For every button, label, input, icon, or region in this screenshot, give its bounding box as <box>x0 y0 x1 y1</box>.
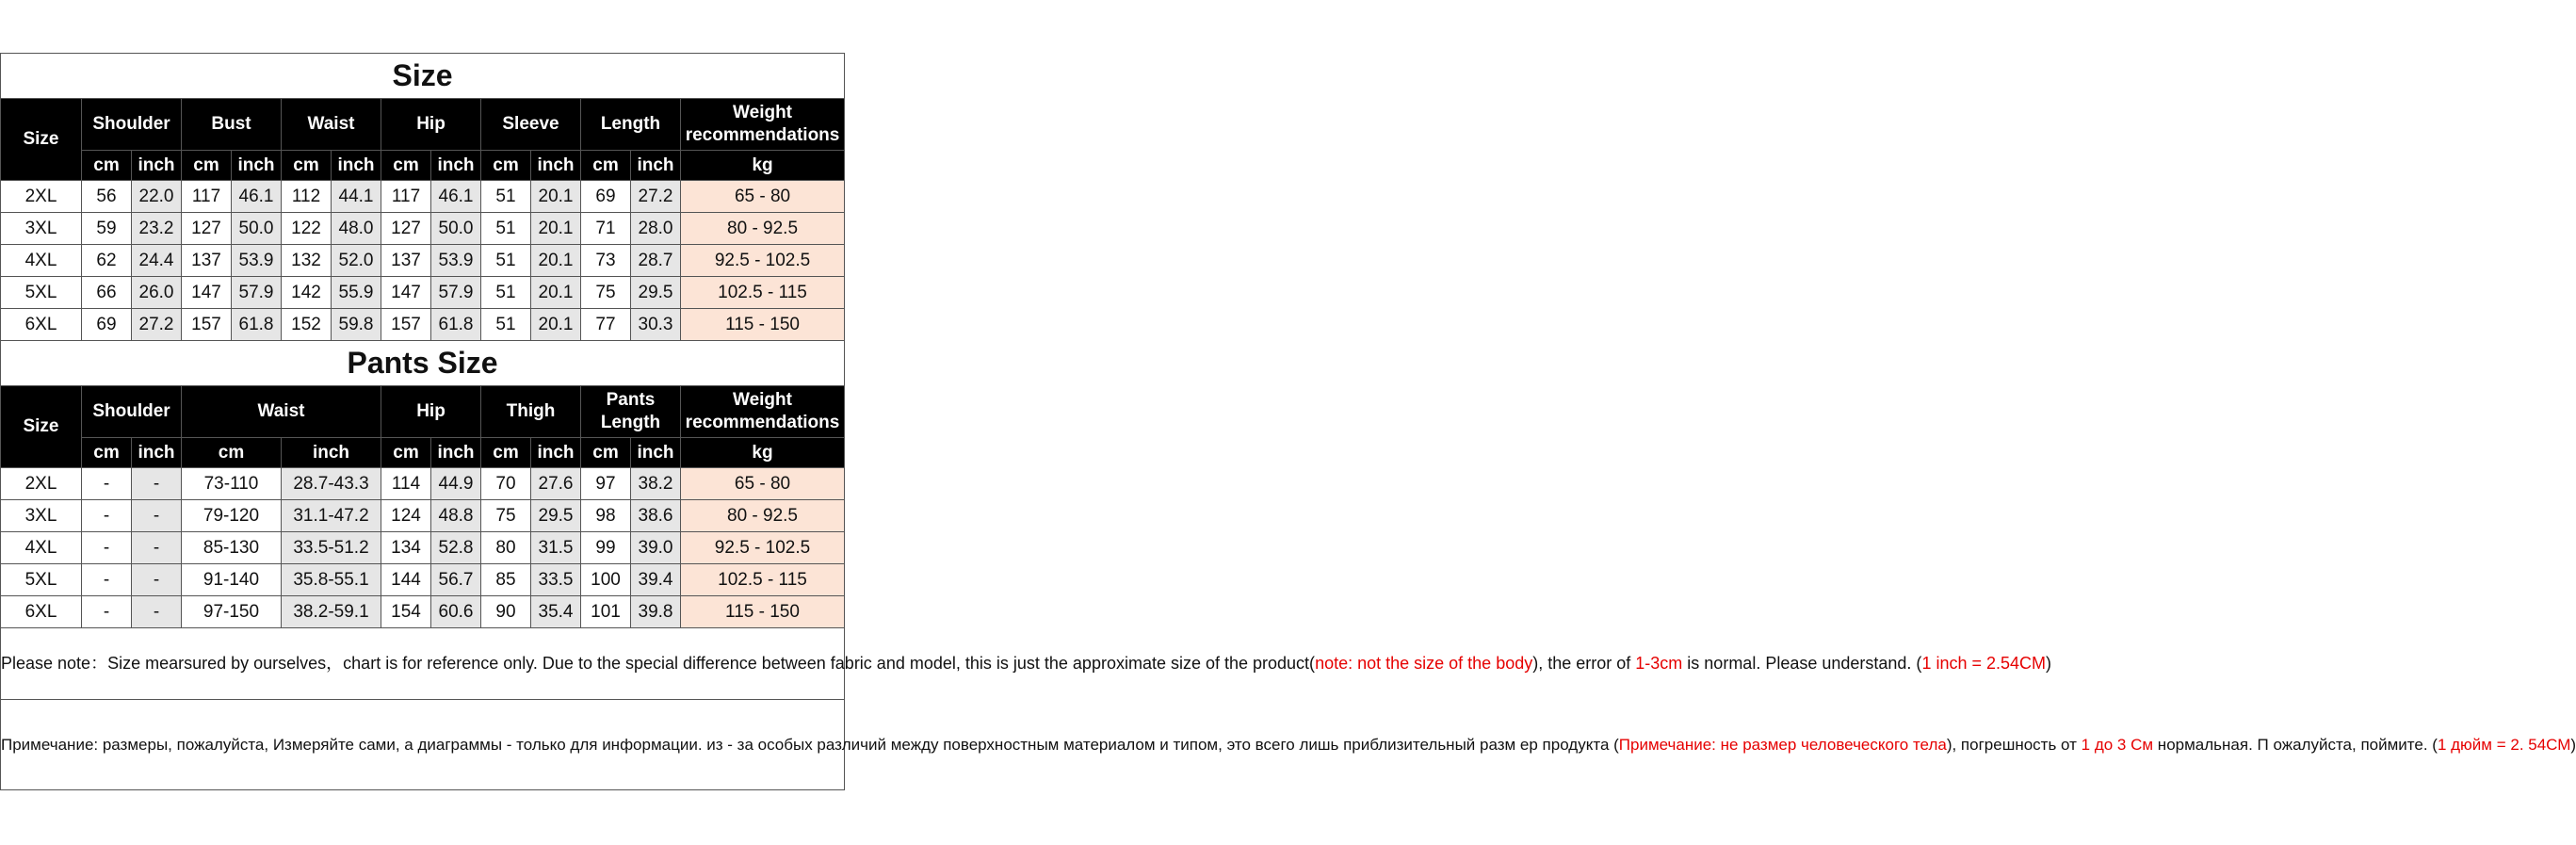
pants-inch-cell: 29.5 <box>531 500 581 532</box>
pants-cm-cell: 97 <box>581 468 631 500</box>
cm-cell: 147 <box>182 277 232 309</box>
pants-unit-header-inch: inch <box>631 438 681 468</box>
weight-cell: 115 - 150 <box>681 309 845 341</box>
size-table-title: Size <box>1 54 845 99</box>
note-english <box>1 628 2052 700</box>
pants-inch-cell: - <box>132 468 182 500</box>
pants-cm-cell: 90 <box>481 596 531 628</box>
note-russian <box>1 700 2576 790</box>
inch-cell: 59.8 <box>332 309 381 341</box>
unit-header-inch: inch <box>431 151 481 181</box>
inch-cell: 50.0 <box>431 213 481 245</box>
size-row <box>1 213 845 245</box>
pants-cm-cell: 100 <box>581 564 631 596</box>
inch-cell: 55.9 <box>332 277 381 309</box>
pants-unit-header-inch: inch <box>431 438 481 468</box>
pants-inch-cell: 48.8 <box>431 500 481 532</box>
note-en-red2: 1-3cm <box>1635 654 1683 673</box>
cm-cell: 51 <box>481 181 531 213</box>
pants-cm-cell: 124 <box>381 500 431 532</box>
cm-cell: 122 <box>282 213 332 245</box>
hip-header: Hip <box>381 99 481 151</box>
sleeve-header: Sleeve <box>481 99 581 151</box>
weight-unit-header: kg <box>681 151 845 181</box>
pants-cm-cell: 98 <box>581 500 631 532</box>
pants-cm-cell: - <box>82 532 132 564</box>
size-label: 3XL <box>1 213 82 245</box>
pants-weight-cell: 65 - 80 <box>681 468 845 500</box>
pants-cm-cell: - <box>82 564 132 596</box>
pants-inch-cell: 31.5 <box>531 532 581 564</box>
pants-length-line1: Pants <box>606 390 656 410</box>
size-label: 6XL <box>1 309 82 341</box>
inch-cell: 46.1 <box>431 181 481 213</box>
pants-cm-cell: 114 <box>381 468 431 500</box>
size-chart-table <box>0 53 845 341</box>
pants-weight-unit-header: kg <box>681 438 845 468</box>
note-ru-red2: 1 до 3 См <box>2081 736 2154 754</box>
inch-cell: 20.1 <box>531 277 581 309</box>
pants-size-column-header: Size <box>1 386 82 468</box>
pants-size-row <box>1 532 845 564</box>
pants-weight-cell: 115 - 150 <box>681 596 845 628</box>
pants-inch-cell: 44.9 <box>431 468 481 500</box>
pants-weight-line2: recommendations <box>685 413 840 432</box>
inch-cell: 20.1 <box>531 181 581 213</box>
inch-cell: 57.9 <box>431 277 481 309</box>
inch-cell: 26.0 <box>132 277 182 309</box>
cm-cell: 132 <box>282 245 332 277</box>
inch-cell: 48.0 <box>332 213 381 245</box>
pants-length-line2: Length <box>600 413 661 432</box>
cm-cell: 142 <box>282 277 332 309</box>
cm-cell: 157 <box>182 309 232 341</box>
cm-cell: 157 <box>381 309 431 341</box>
pants-size-label: 4XL <box>1 532 82 564</box>
pants-cm-cell: 79-120 <box>182 500 282 532</box>
pants-chart-body <box>1 341 845 628</box>
inch-cell: 27.2 <box>132 309 182 341</box>
pants-size-label: 3XL <box>1 500 82 532</box>
cm-cell: 51 <box>481 309 531 341</box>
cm-cell: 75 <box>581 277 631 309</box>
pants-cm-cell: 134 <box>381 532 431 564</box>
pants-cm-cell: 99 <box>581 532 631 564</box>
cm-cell: 71 <box>581 213 631 245</box>
length-header: Length <box>581 99 681 151</box>
inch-cell: 28.7 <box>631 245 681 277</box>
size-label: 4XL <box>1 245 82 277</box>
inch-cell: 44.1 <box>332 181 381 213</box>
pants-table-title: Pants Size <box>1 341 845 386</box>
pants-size-row <box>1 596 845 628</box>
pants-inch-cell: 35.4 <box>531 596 581 628</box>
weight-cell: 102.5 - 115 <box>681 277 845 309</box>
pants-cm-cell: 70 <box>481 468 531 500</box>
pants-waist-header: Waist <box>182 386 381 438</box>
pants-inch-cell: 33.5 <box>531 564 581 596</box>
cm-cell: 51 <box>481 213 531 245</box>
unit-header-cm: cm <box>581 151 631 181</box>
pants-inch-cell: 31.1-47.2 <box>282 500 381 532</box>
size-column-header: Size <box>1 99 82 181</box>
note-ru-part4: ) <box>2570 736 2576 754</box>
pants-chart-table <box>0 341 2576 790</box>
pants-cm-cell: 85 <box>481 564 531 596</box>
cm-cell: 73 <box>581 245 631 277</box>
weight-cell: 80 - 92.5 <box>681 213 845 245</box>
inch-cell: 53.9 <box>232 245 282 277</box>
pants-unit-header-inch: inch <box>132 438 182 468</box>
unit-header-cm: cm <box>182 151 232 181</box>
cm-cell: 62 <box>82 245 132 277</box>
pants-cm-cell: 80 <box>481 532 531 564</box>
inch-cell: 50.0 <box>232 213 282 245</box>
unit-header-cm: cm <box>282 151 332 181</box>
shoulder-header: Shoulder <box>82 99 182 151</box>
pants-inch-cell: 38.2 <box>631 468 681 500</box>
size-row <box>1 245 845 277</box>
pants-cm-cell: - <box>82 596 132 628</box>
cm-cell: 51 <box>481 277 531 309</box>
cm-cell: 66 <box>82 277 132 309</box>
weight-header-line1: Weight <box>733 103 793 122</box>
pants-inch-cell: 27.6 <box>531 468 581 500</box>
pants-inch-cell: 38.2-59.1 <box>282 596 381 628</box>
pants-inch-cell: 35.8-55.1 <box>282 564 381 596</box>
pants-weight-line1: Weight <box>733 390 792 410</box>
inch-cell: 20.1 <box>531 245 581 277</box>
pants-unit-header-cm: cm <box>581 438 631 468</box>
cm-cell: 127 <box>182 213 232 245</box>
pants-cm-cell: - <box>82 468 132 500</box>
unit-header-cm: cm <box>481 151 531 181</box>
pants-cm-cell: 154 <box>381 596 431 628</box>
inch-cell: 46.1 <box>232 181 282 213</box>
pants-size-label: 6XL <box>1 596 82 628</box>
pants-inch-cell: 39.8 <box>631 596 681 628</box>
cm-cell: 59 <box>82 213 132 245</box>
pants-hip-header: Hip <box>381 386 481 438</box>
pants-inch-cell: 52.8 <box>431 532 481 564</box>
pants-inch-cell: - <box>132 564 182 596</box>
cm-cell: 137 <box>182 245 232 277</box>
pants-size-row <box>1 500 845 532</box>
pants-size-label: 2XL <box>1 468 82 500</box>
bust-header: Bust <box>182 99 282 151</box>
cm-cell: 117 <box>381 181 431 213</box>
cm-cell: 56 <box>82 181 132 213</box>
pants-inch-cell: - <box>132 532 182 564</box>
pants-shoulder-header: Shoulder <box>82 386 182 438</box>
inch-cell: 20.1 <box>531 213 581 245</box>
pants-weight-header <box>681 386 845 438</box>
pants-cm-cell: - <box>82 500 132 532</box>
size-row <box>1 309 845 341</box>
note-ru-part2: ), погрешность от <box>1946 736 2082 754</box>
note-ru-red1: Примечание: не размер человеческого тела <box>1618 736 1947 754</box>
inch-cell: 24.4 <box>132 245 182 277</box>
inch-cell: 27.2 <box>631 181 681 213</box>
size-row <box>1 181 845 213</box>
cm-cell: 117 <box>182 181 232 213</box>
inch-cell: 61.8 <box>232 309 282 341</box>
cm-cell: 51 <box>481 245 531 277</box>
unit-header-cm: cm <box>82 151 132 181</box>
pants-inch-cell: 33.5-51.2 <box>282 532 381 564</box>
pants-inch-cell: 39.0 <box>631 532 681 564</box>
pants-inch-cell: 28.7-43.3 <box>282 468 381 500</box>
pants-inch-cell: - <box>132 596 182 628</box>
pants-size-row <box>1 468 845 500</box>
size-label: 5XL <box>1 277 82 309</box>
inch-cell: 28.0 <box>631 213 681 245</box>
cm-cell: 137 <box>381 245 431 277</box>
pants-cm-cell: 91-140 <box>182 564 282 596</box>
inch-cell: 20.1 <box>531 309 581 341</box>
unit-header-inch: inch <box>531 151 581 181</box>
note-en-red1: note: not the size of the body <box>1315 654 1533 673</box>
waist-header: Waist <box>282 99 381 151</box>
inch-cell: 30.3 <box>631 309 681 341</box>
pants-unit-header-inch: inch <box>531 438 581 468</box>
weight-cell: 92.5 - 102.5 <box>681 245 845 277</box>
inch-cell: 61.8 <box>431 309 481 341</box>
inch-cell: 23.2 <box>132 213 182 245</box>
pants-weight-cell: 102.5 - 115 <box>681 564 845 596</box>
size-chart <box>0 53 2576 790</box>
pants-cm-cell: 101 <box>581 596 631 628</box>
unit-header-inch: inch <box>232 151 282 181</box>
inch-cell: 29.5 <box>631 277 681 309</box>
cm-cell: 69 <box>581 181 631 213</box>
cm-cell: 147 <box>381 277 431 309</box>
cm-cell: 112 <box>282 181 332 213</box>
note-ru-part1: Примечание: размеры, пожалуйста, Измеряйте сами, а диаграммы - только для информации. из - за особых различий между поверхностным материалом и типом, это всего лишь приблизительный разм ер продукта ( <box>1 736 1619 754</box>
pants-inch-cell: - <box>132 500 182 532</box>
size-label: 2XL <box>1 181 82 213</box>
inch-cell: 52.0 <box>332 245 381 277</box>
pants-weight-cell: 92.5 - 102.5 <box>681 532 845 564</box>
inch-cell: 53.9 <box>431 245 481 277</box>
pants-unit-header-cm: cm <box>481 438 531 468</box>
unit-header-cm: cm <box>381 151 431 181</box>
pants-cm-cell: 144 <box>381 564 431 596</box>
weight-header <box>681 99 845 151</box>
unit-header-inch: inch <box>332 151 381 181</box>
pants-inch-cell: 39.4 <box>631 564 681 596</box>
note-ru-part3: нормальная. П ожалуйста, поймите. ( <box>2153 736 2438 754</box>
pants-thigh-header: Thigh <box>481 386 581 438</box>
pants-cm-cell: 85-130 <box>182 532 282 564</box>
size-row <box>1 277 845 309</box>
note-en-red3: 1 inch = 2.54CM <box>1921 654 2047 673</box>
note-en-part1: Please note：Size mearsured by ourselves，chart is for reference only. Due to the special difference between fabric and model, this is just the approximate size of the product( <box>1 654 1316 673</box>
inch-cell: 57.9 <box>232 277 282 309</box>
note-ru-red3: 1 дюйм = 2. 54СМ <box>2437 736 2571 754</box>
pants-unit-header-cm: cm <box>381 438 431 468</box>
pants-unit-header-cm: cm <box>182 438 282 468</box>
inch-cell: 22.0 <box>132 181 182 213</box>
cm-cell: 152 <box>282 309 332 341</box>
cm-cell: 127 <box>381 213 431 245</box>
cm-cell: 69 <box>82 309 132 341</box>
pants-unit-header-inch: inch <box>282 438 381 468</box>
pants-unit-header-cm: cm <box>82 438 132 468</box>
pants-size-row <box>1 564 845 596</box>
size-chart-body <box>1 54 845 341</box>
pants-weight-cell: 80 - 92.5 <box>681 500 845 532</box>
note-en-part3: is normal. Please understand. ( <box>1682 654 1922 673</box>
pants-cm-cell: 75 <box>481 500 531 532</box>
pants-inch-cell: 56.7 <box>431 564 481 596</box>
pants-size-label: 5XL <box>1 564 82 596</box>
pants-cm-cell: 73-110 <box>182 468 282 500</box>
note-en-part4: ) <box>2046 654 2052 673</box>
pants-length-header <box>581 386 681 438</box>
cm-cell: 77 <box>581 309 631 341</box>
weight-header-line2: recommendations <box>685 125 840 145</box>
pants-inch-cell: 38.6 <box>631 500 681 532</box>
weight-cell: 65 - 80 <box>681 181 845 213</box>
pants-cm-cell: 97-150 <box>182 596 282 628</box>
unit-header-inch: inch <box>132 151 182 181</box>
unit-header-inch: inch <box>631 151 681 181</box>
pants-inch-cell: 60.6 <box>431 596 481 628</box>
note-en-part2: ), the error of <box>1532 654 1636 673</box>
